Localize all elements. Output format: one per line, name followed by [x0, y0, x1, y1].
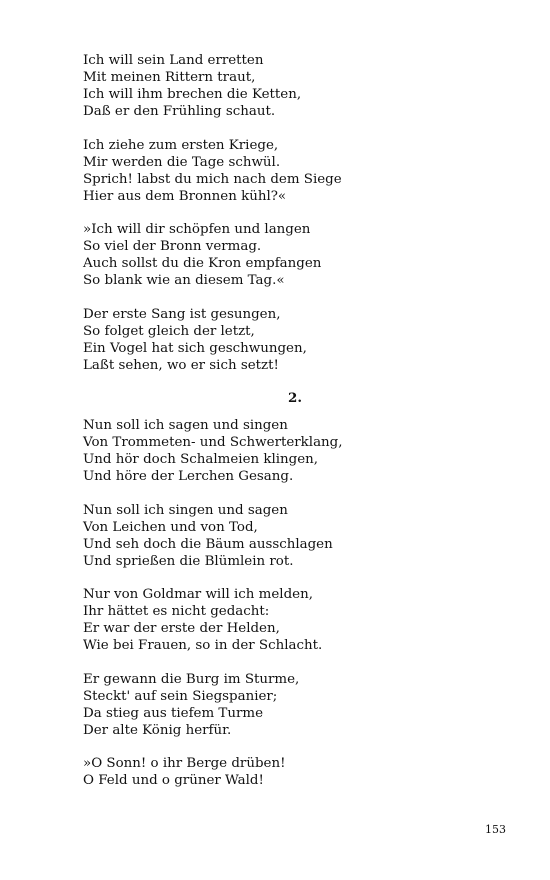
- poem-line: Und hör doch Schalmeien klingen,: [83, 452, 319, 467]
- stanza: [83, 52, 513, 120]
- poem-line: Sprich! labst du mich nach dem Siege: [83, 171, 342, 187]
- poem-line: Da stieg aus tiefem Turme: [83, 705, 264, 721]
- poem-line: Auch sollst du die Kron empfangen: [83, 256, 322, 271]
- poem-line: Nun soll ich singen und sagen: [83, 502, 288, 518]
- poem-line: Steckt' auf sein Siegspanier;: [83, 688, 278, 704]
- poem-line: O Feld und o grüner Wald!: [83, 773, 264, 788]
- poem-line: Und sprießen die Blümlein rot.: [83, 553, 294, 569]
- stanza: [83, 502, 513, 570]
- stanza: [83, 586, 513, 654]
- section-number: 2.: [288, 390, 302, 406]
- poem-line: Mir werden die Tage schwül.: [83, 154, 281, 170]
- poem-line: Ein Vogel hat sich geschwungen,: [83, 340, 307, 356]
- poem-line: Daß er den Frühling schaut.: [83, 104, 276, 119]
- poem-line: Ihr hättet es nicht gedacht:: [83, 604, 270, 619]
- poem-line: Von Leichen und von Tod,: [83, 519, 258, 535]
- poem-line: Ich will ihm brechen die Ketten,: [83, 87, 302, 102]
- poem-line: »Ich will dir schöpfen und langen: [83, 222, 311, 237]
- stanza: [83, 417, 513, 485]
- stanza: [83, 755, 513, 789]
- poem-line: So viel der Bronn vermag.: [83, 239, 262, 254]
- poem-line: Und höre der Lerchen Gesang.: [83, 469, 294, 484]
- poem-line: So blank wie an diesem Tag.«: [83, 273, 285, 288]
- stanza: [83, 221, 513, 289]
- poem-line: Nur von Goldmar will ich melden,: [83, 587, 313, 602]
- poem-line: Der erste Sang ist gesungen,: [83, 306, 281, 322]
- poem-line: Er war der erste der Helden,: [83, 621, 280, 636]
- poem-line: Ich ziehe zum ersten Kriege,: [83, 137, 279, 153]
- poem-line: Hier aus dem Bronnen kühl?«: [83, 188, 287, 204]
- poem-line: »O Sonn! o ihr Berge drüben!: [83, 756, 286, 771]
- poem-line: Mit meinen Rittern traut,: [83, 70, 256, 85]
- poem-line: Und seh doch die Bäum ausschlagen: [83, 536, 333, 552]
- stanza: [83, 306, 513, 374]
- page-number: 153: [485, 823, 506, 836]
- poem-line: Laßt sehen, wo er sich setzt!: [83, 357, 279, 373]
- stanza: [83, 137, 513, 205]
- poem-line: Nun soll ich sagen und singen: [83, 418, 288, 433]
- poem-line: Wie bei Frauen, so in der Schlacht.: [83, 638, 323, 653]
- stanza: [83, 671, 513, 739]
- poem-line: Der alte König herfür.: [83, 722, 232, 738]
- poem-page: [83, 52, 513, 806]
- poem-line: Er gewann die Burg im Sturme,: [83, 671, 300, 687]
- poem-line: Von Trommeten- und Schwerterklang,: [83, 435, 343, 450]
- poem-line: Ich will sein Land erretten: [83, 53, 264, 68]
- poem-line: So folget gleich der letzt,: [83, 323, 255, 339]
